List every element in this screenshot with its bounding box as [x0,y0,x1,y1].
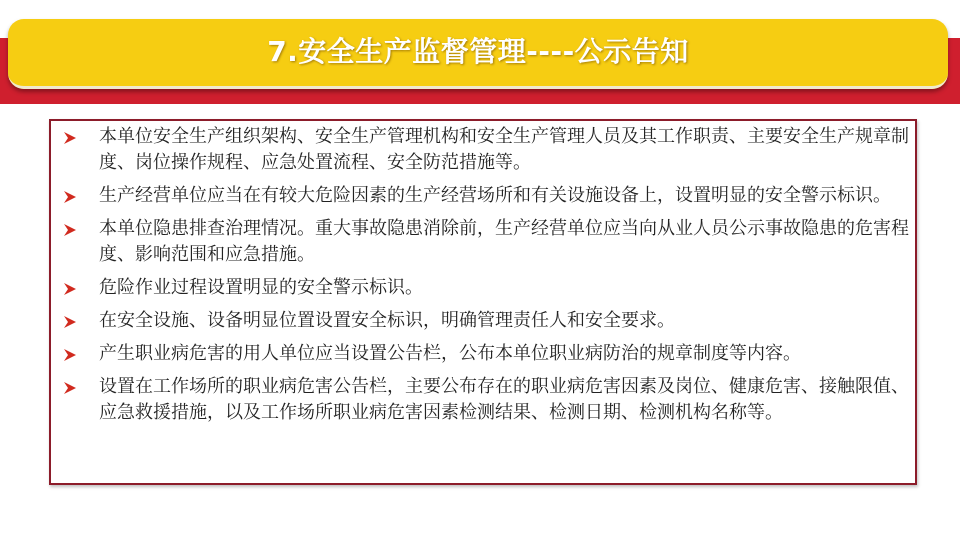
list-item [63,374,915,426]
list-item-text: 设置在工作场所的职业病危害公告栏，主要公布存在的职业病危害因素及岗位、健康危害、接触限值、应急救援措施，以及工作场所职业病危害因素检测结果、检测日期、检测机构名称等。 [99,376,909,423]
arrow-right-icon [63,223,77,237]
content-box [49,119,917,485]
arrow-right-icon [63,282,77,296]
list-item-text: 产生职业病危害的用人单位应当设置公告栏，公布本单位职业病防治的规章制度等内容。 [99,343,801,364]
list-item [63,183,915,209]
list-item-text: 本单位安全生产组织架构、安全生产管理机构和安全生产管理人员及其工作职责、主要安全生产规章制度、岗位操作规程、应急处置流程、安全防范措施等。 [99,126,909,173]
arrow-right-icon [63,381,77,395]
bullet-list [63,124,915,426]
list-item-text: 本单位隐患排查治理情况。重大事故隐患消除前，生产经营单位应当向从业人员公示事故隐患的危害程度、影响范围和应急措施。 [99,218,909,265]
arrow-right-icon [63,315,77,329]
list-item [63,124,915,176]
slide-title: 7.安全生产监督管理----公示告知 [267,35,689,68]
list-item [63,216,915,268]
arrow-right-icon [63,131,77,145]
list-item [63,275,915,301]
list-item-text: 生产经营单位应当在有较大危险因素的生产经营场所和有关设施设备上，设置明显的安全警示标识。 [99,185,891,206]
arrow-right-icon [63,348,77,362]
list-item [63,341,915,367]
title-banner [8,19,948,89]
list-item-text: 危险作业过程设置明显的安全警示标识。 [99,277,423,298]
arrow-right-icon [63,190,77,204]
list-item [63,308,915,334]
list-item-text: 在安全设施、设备明显位置设置安全标识，明确管理责任人和安全要求。 [99,310,675,331]
